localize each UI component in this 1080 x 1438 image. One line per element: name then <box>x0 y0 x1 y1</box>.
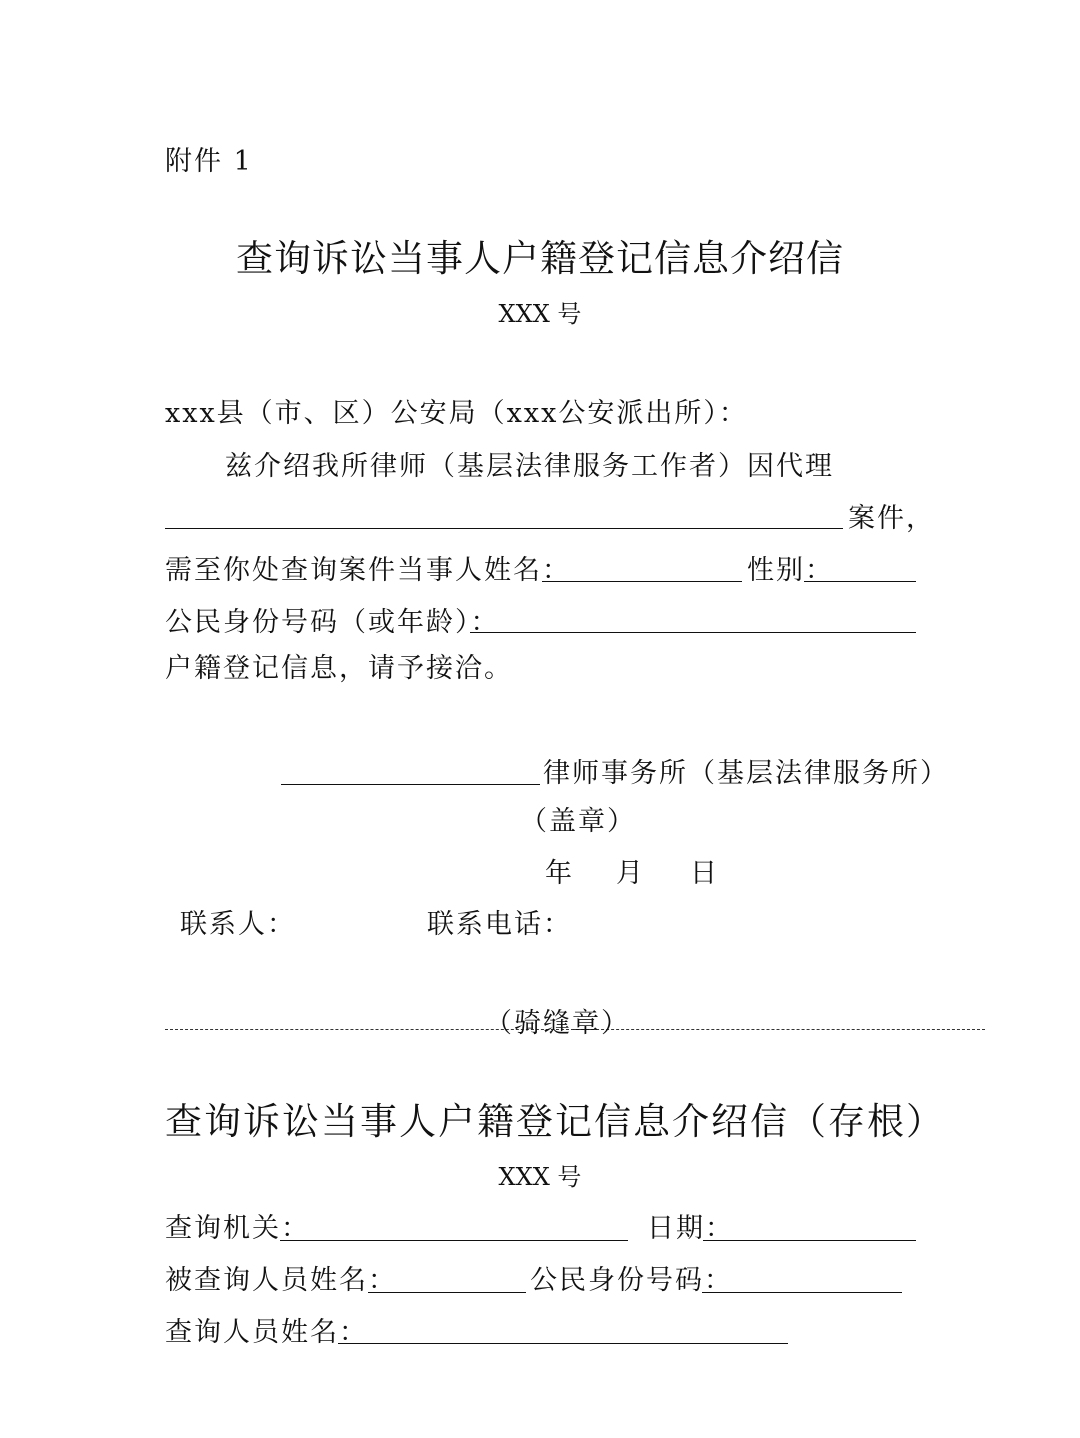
subject-name-field[interactable] <box>368 1292 526 1293</box>
date-month: 月 <box>616 858 645 889</box>
agency-label: 查询机关： <box>165 1213 310 1244</box>
inquirer-name-label: 查询人员姓名： <box>165 1317 368 1348</box>
id-number-label: 公民身份号码（或年龄）： <box>165 607 500 638</box>
addressee: xxx县（市、区）公安局（xxx公安派出所）： <box>165 398 748 429</box>
inquirer-name-field[interactable] <box>338 1343 788 1344</box>
party-name-field[interactable] <box>542 581 742 582</box>
stub-title: 查询诉讼当事人户籍登记信息介绍信（存根） <box>165 1100 945 1143</box>
firm-suffix: 律师事务所（基层法律服务所） <box>543 758 949 789</box>
stub-id-label: 公民身份号码： <box>530 1265 733 1296</box>
gender-label: 性别： <box>747 555 834 586</box>
intro-text: 兹介绍我所律师（基层法律服务工作者）因代理 <box>225 451 834 482</box>
closing-text: 户籍登记信息，请予接洽。 <box>165 653 513 684</box>
id-number-field[interactable] <box>470 632 916 633</box>
stub-date-field[interactable] <box>703 1240 916 1241</box>
date-year: 年 <box>545 858 574 889</box>
agency-field[interactable] <box>280 1240 628 1241</box>
perforation-seal-label: （骑缝章） <box>485 1008 630 1039</box>
letter-title: 查询诉讼当事人户籍登记信息介绍信 <box>236 237 844 280</box>
case-name-field[interactable] <box>165 528 843 529</box>
seal-label: （盖章） <box>520 806 636 837</box>
subject-name-label: 被查询人员姓名： <box>165 1265 397 1296</box>
attachment-label: 附件 1 <box>165 146 253 177</box>
firm-name-field[interactable] <box>281 784 540 785</box>
contact-label: 联系人： <box>180 909 296 940</box>
phone-label: 联系电话： <box>427 909 572 940</box>
date-day: 日 <box>690 858 719 889</box>
stub-number: XXX 号 <box>498 1163 582 1191</box>
letter-number: XXX 号 <box>498 300 582 328</box>
stub-date-label: 日期： <box>647 1213 734 1244</box>
stub-id-field[interactable] <box>702 1292 902 1293</box>
gender-field[interactable] <box>804 581 916 582</box>
party-name-label: 需至你处查询案件当事人姓名： <box>165 555 571 586</box>
case-suffix: 案件， <box>848 503 935 534</box>
